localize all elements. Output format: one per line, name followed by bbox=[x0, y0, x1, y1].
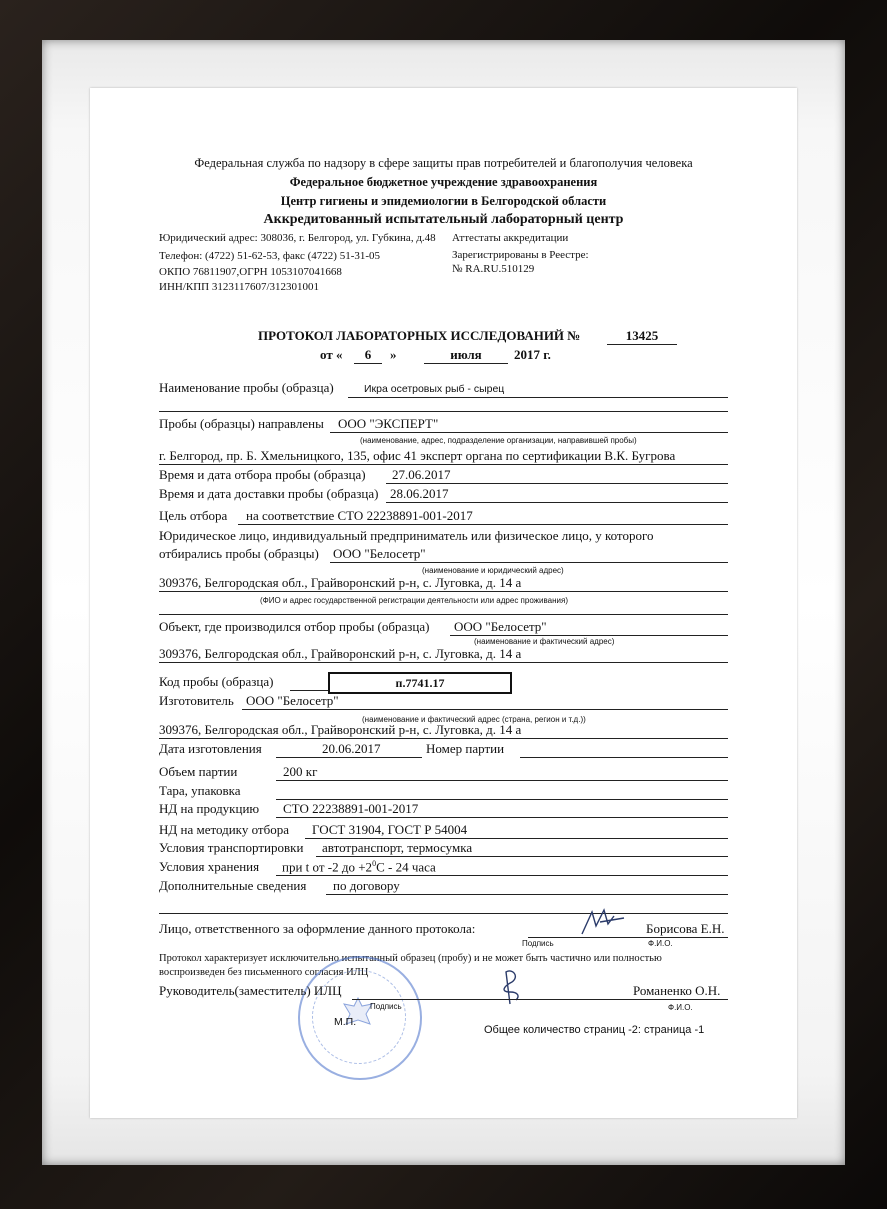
code-value: п.7741.17 bbox=[328, 672, 512, 694]
storage-value bbox=[282, 859, 436, 875]
protocol-document bbox=[90, 88, 797, 1118]
mfg-date-label: Дата изготовления bbox=[159, 741, 262, 756]
nd-method-value: ГОСТ 31904, ГОСТ Р 54004 bbox=[312, 822, 468, 837]
fio-hint: Ф.И.О. bbox=[648, 939, 673, 948]
manufacturer-hint: (наименование и фактический адрес (страна, регион и т.д.)) bbox=[362, 715, 586, 724]
legal-address: Юридический адрес: 308036, г. Белгород, ул. Губкина, д.48 bbox=[159, 232, 436, 244]
entity-hint: (наименование и юридический адрес) bbox=[422, 566, 564, 575]
sample-name-value: Икра осетровых рыб - сырец bbox=[364, 383, 505, 395]
date-prefix: от « bbox=[320, 347, 343, 362]
object-value: ООО "Белосетр" bbox=[454, 619, 547, 634]
head-signature-icon bbox=[490, 966, 530, 1008]
volume-label: Объем партии bbox=[159, 764, 238, 779]
sent-by-address: г. Белгород, пр. Б. Хмельницкого, 135, офис 41 эксперт органа по сертификации В.К. Бугрова bbox=[159, 448, 676, 463]
stamp-place: М.П. bbox=[334, 1016, 357, 1028]
protocol-number: 13425 bbox=[625, 328, 659, 343]
package-label: Тара, упаковка bbox=[159, 783, 241, 798]
page-count: Общее количество страниц -2: страница -1 bbox=[484, 1024, 705, 1036]
delivery-date-value: 28.06.2017 bbox=[390, 486, 449, 501]
sample-name-label: Наименование пробы (образца) bbox=[159, 380, 334, 395]
transport-label: Условия транспортировки bbox=[159, 840, 304, 855]
inn-kpp: ИНН/КПП 3123117607/312301001 bbox=[159, 281, 320, 293]
sampling-date-value: 27.06.2017 bbox=[392, 467, 451, 482]
entity-label-line1: Юридическое лицо, индивидуальный предприниматель или физическое лицо, у которого bbox=[159, 528, 654, 543]
object-hint: (наименование и фактический адрес) bbox=[474, 637, 615, 646]
responsible-name: Борисова Е.Н. bbox=[646, 921, 725, 936]
institution-line2: Центр гигиены и эпидемиологии в Белгородской области bbox=[280, 194, 607, 208]
sampling-date-label: Время и дата отбора пробы (образца) bbox=[159, 467, 366, 482]
responsible-label: Лицо, ответственного за оформление данного протокола: bbox=[159, 921, 476, 936]
eagle-emblem-icon bbox=[340, 994, 376, 1034]
accreditation-line1: Аттестаты аккредитации bbox=[452, 232, 569, 244]
transport-value: автотранспорт, термосумка bbox=[322, 840, 473, 855]
sent-by-label: Пробы (образцы) направлены bbox=[159, 416, 324, 431]
signature-hint: Подпись bbox=[522, 939, 554, 948]
storage-value-degree: 0 bbox=[372, 859, 377, 868]
mfg-date-value: 20.06.2017 bbox=[322, 741, 381, 756]
head-label: Руководитель(заместитель) ИЛЦ bbox=[159, 983, 342, 998]
object-address: 309376, Белгородская обл., Грайворонский р-н, с. Луговка, д. 14 а bbox=[159, 646, 522, 661]
purpose-value: на соответствие СТО 22238891-001-2017 bbox=[246, 508, 473, 523]
purpose-label: Цель отбора bbox=[159, 508, 228, 523]
head-fio-hint: Ф.И.О. bbox=[668, 1003, 693, 1012]
sent-by-hint: (наименование, адрес, подразделение организации, направившей пробы) bbox=[360, 436, 637, 445]
protocol-title: ПРОТОКОЛ ЛАБОРАТОРНЫХ ИССЛЕДОВАНИЙ № bbox=[258, 328, 581, 343]
storage-label: Условия хранения bbox=[159, 859, 260, 874]
protocol-month: июля bbox=[450, 347, 482, 362]
okpo-ogrn: ОКПО 76811907,ОГРН 1053107041668 bbox=[159, 266, 342, 278]
storage-value-pre: при t от -2 до +2 bbox=[282, 859, 373, 875]
sent-by-value: ООО "ЭКСПЕРТ" bbox=[338, 416, 439, 431]
entity-value: ООО "Белосетр" bbox=[333, 546, 426, 561]
institution-line1: Федеральное бюджетное учреждение здравоохранения bbox=[289, 175, 598, 189]
extra-label: Дополнительные сведения bbox=[159, 878, 307, 893]
manufacturer-address: 309376, Белгородская обл., Грайворонский р-н, с. Луговка, д. 14 а bbox=[159, 722, 522, 737]
storage-value-post: С - 24 часа bbox=[376, 859, 436, 875]
code-label: Код пробы (образца) bbox=[159, 674, 274, 689]
batch-label: Номер партии bbox=[426, 741, 505, 756]
head-signature-hint: Подпись bbox=[370, 1002, 402, 1011]
accreditation-line2: Зарегистрированы в Реестре: bbox=[452, 249, 589, 261]
entity-address-hint: (ФИО и адрес государственной регистрации деятельности или адрес проживания) bbox=[260, 596, 568, 605]
responsible-signature-icon bbox=[578, 906, 638, 938]
entity-address: 309376, Белгородская обл., Грайворонский р-н, с. Луговка, д. 14 а bbox=[159, 575, 522, 590]
volume-value: 200 кг bbox=[283, 764, 318, 779]
protocol-year: 2017 г. bbox=[514, 347, 551, 362]
head-name: Романенко О.Н. bbox=[633, 983, 721, 998]
extra-value: по договору bbox=[333, 878, 400, 893]
entity-label-line2: отбирались пробы (образцы) bbox=[159, 546, 319, 561]
agency-name: Федеральная служба по надзору в сфере защиты прав потребителей и благополучия человека bbox=[194, 156, 693, 170]
accreditation-number: № RA.RU.510129 bbox=[452, 263, 535, 275]
lab-center-name: Аккредитованный испытательный лабораторный центр bbox=[263, 212, 624, 227]
delivery-date-label: Время и дата доставки пробы (образца) bbox=[159, 486, 379, 501]
phone-fax: Телефон: (4722) 51-62-53, факс (4722) 51-31-05 bbox=[159, 250, 381, 262]
disclaimer-line2: воспроизведен без письменного согласия ИЛЦ bbox=[159, 967, 369, 978]
manufacturer-label: Изготовитель bbox=[159, 693, 234, 708]
nd-method-label: НД на методику отбора bbox=[159, 822, 289, 837]
disclaimer-line1: Протокол характеризует исключительно испытанный образец (пробу) и не может быть частично или полностью bbox=[159, 953, 662, 964]
date-mid: » bbox=[390, 347, 397, 362]
object-label: Объект, где производился отбор пробы (образца) bbox=[159, 619, 430, 634]
nd-product-value: СТО 22238891-001-2017 bbox=[283, 801, 419, 816]
protocol-day: 6 bbox=[364, 347, 372, 362]
nd-product-label: НД на продукцию bbox=[159, 801, 260, 816]
manufacturer-value: ООО "Белосетр" bbox=[246, 693, 339, 708]
